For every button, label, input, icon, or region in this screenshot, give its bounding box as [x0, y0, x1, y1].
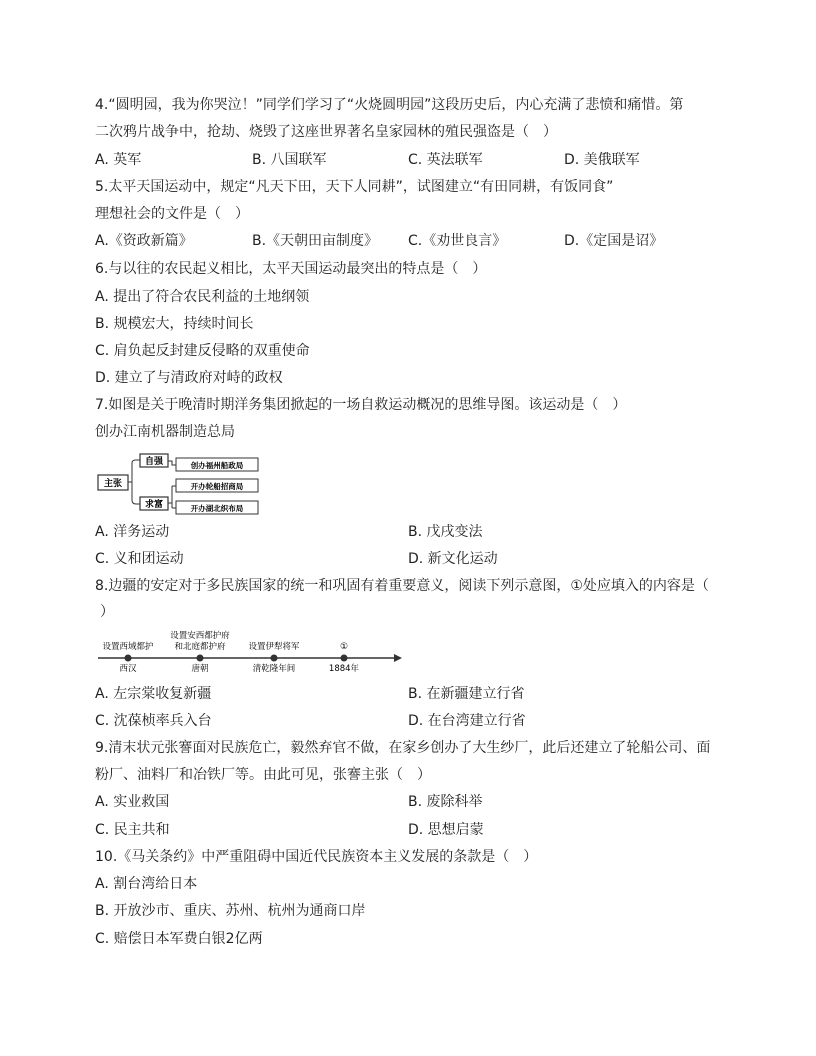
q7-stem: 7.如图是关于晚清时期洋务集团掀起的一场自救运动概况的思维导图。该运动是（ ）	[95, 397, 627, 413]
q10-option-c: C. 赔偿日本军费白银2亿两	[95, 931, 263, 947]
mindmap-leaf-1-label: 创办福州船政局	[190, 461, 244, 470]
q6-option-a: A. 提出了符合农民利益的土地纲领	[95, 289, 310, 305]
q10-stem: 10.《马关条约》中严重阻碍中国近代民族资本主义发展的条款是（ ）	[95, 849, 538, 865]
q4-option-d: D. 美俄联军	[564, 152, 640, 168]
mindmap-connector-1	[168, 461, 176, 465]
timeline-node-1	[125, 655, 132, 662]
q9-option-d: D. 思想启蒙	[408, 822, 484, 838]
q8-option-a: A. 左宗棠收复新疆	[95, 686, 212, 702]
q4-option-a: A. 英军	[95, 152, 142, 168]
q8-timeline	[96, 628, 406, 676]
q8-option-d: D. 在台湾建立行省	[408, 713, 526, 729]
timeline-node-2	[197, 655, 204, 662]
q9-stem-line1: 9.清末状元张謇面对民族危亡，毅然弃官不做，在家乡创办了大生纱厂，此后还建立了轮船公司、面	[95, 740, 711, 756]
mindmap-diagram	[96, 450, 262, 516]
timeline-node-4-bottom: 1884年	[328, 664, 360, 674]
mindmap-connector-root	[128, 460, 140, 504]
q9-option-c: C. 民主共和	[95, 822, 170, 838]
q4-option-c: C. 英法联军	[408, 152, 483, 168]
mindmap-branch-1-label: 自强	[144, 457, 164, 467]
q7-caption: 创办江南机器制造总局	[95, 424, 235, 440]
timeline-node-3	[271, 655, 278, 662]
timeline-node-1-top: 设置西域都护	[102, 642, 154, 652]
q4-stem-line1: 4.“圆明园，我为你哭泣！”同学们学习了“火烧圆明园”这段历史后，内心充满了悲愤和痛惜。第	[95, 97, 684, 113]
q7-mindmap	[96, 450, 262, 516]
mindmap-connector-2	[168, 486, 176, 508]
q5-stem-line1: 5.太平天国运动中，规定“凡天下田，天下人同耕”，试图建立“有田同耕，有饭同食”	[95, 179, 614, 195]
q8-stem-line1: 8.边疆的安定对于多民族国家的统一和巩固有着重要意义，阅读下列示意图，①处应填入的内容是（	[95, 578, 709, 594]
timeline-node-2-top: 设置安西都护府	[170, 631, 230, 641]
q6-option-b: B. 规模宏大，持续时间长	[95, 316, 254, 332]
q8-option-b: B. 在新疆建立行省	[408, 686, 525, 702]
q6-option-c: C. 肩负起反封建反侵略的双重使命	[95, 343, 310, 359]
q5-option-c: C.《劝世良言》	[408, 233, 507, 249]
q5-option-b: B.《天朝田亩制度》	[252, 233, 379, 249]
timeline-node-3-top: 设置伊犁将军	[248, 642, 300, 652]
q6-stem: 6.与以往的农民起义相比，太平天国运动最突出的特点是（ ）	[95, 261, 487, 277]
q8-stem-line2: ）	[100, 604, 114, 620]
q8-option-c: C. 沈葆桢率兵入台	[95, 713, 212, 729]
timeline-node-4	[341, 655, 348, 662]
q7-option-d: D. 新文化运动	[408, 551, 498, 567]
timeline-node-3-bottom: 清乾隆年间	[252, 664, 296, 674]
q9-option-a: A. 实业救国	[95, 794, 170, 810]
timeline-node-4-top: ①	[339, 642, 349, 652]
timeline-arrow	[394, 654, 402, 662]
timeline-node-2-top2: 和北庭都护府	[174, 642, 226, 652]
q10-option-a: A. 割台湾给日本	[95, 876, 198, 892]
q7-option-c: C. 义和团运动	[95, 551, 184, 567]
q5-stem-line2: 理想社会的文件是（ ）	[95, 206, 249, 222]
q9-stem-line2: 粉厂、油料厂和冶铁厂等。由此可见，张謇主张（ ）	[95, 767, 431, 783]
mindmap-branch-2-label: 求富	[144, 500, 164, 510]
q5-option-a: A.《资政新篇》	[95, 233, 193, 249]
q9-option-b: B. 废除科举	[408, 794, 483, 810]
timeline-node-1-bottom: 西汉	[119, 664, 137, 674]
mindmap-root-label: 主张	[103, 479, 123, 489]
q7-option-a: A. 洋务运动	[95, 524, 170, 540]
timeline-diagram	[96, 628, 406, 676]
q5-option-d: D.《定国是诏》	[564, 233, 664, 249]
mindmap-leaf-3-label: 开办湖北织布局	[190, 504, 244, 513]
q7-option-b: B. 戊戌变法	[408, 524, 483, 540]
q10-option-b: B. 开放沙市、重庆、苏州、杭州为通商口岸	[95, 903, 366, 919]
q6-option-d: D. 建立了与清政府对峙的政权	[95, 370, 283, 386]
q4-stem-line2: 二次鸦片战争中，抢劫、烧毁了这座世界著名皇家园林的殖民强盗是（ ）	[95, 124, 557, 140]
q4-option-b: B. 八国联军	[252, 152, 327, 168]
timeline-node-2-bottom: 唐朝	[191, 664, 209, 674]
mindmap-leaf-2-label: 开办轮船招商局	[190, 482, 244, 491]
